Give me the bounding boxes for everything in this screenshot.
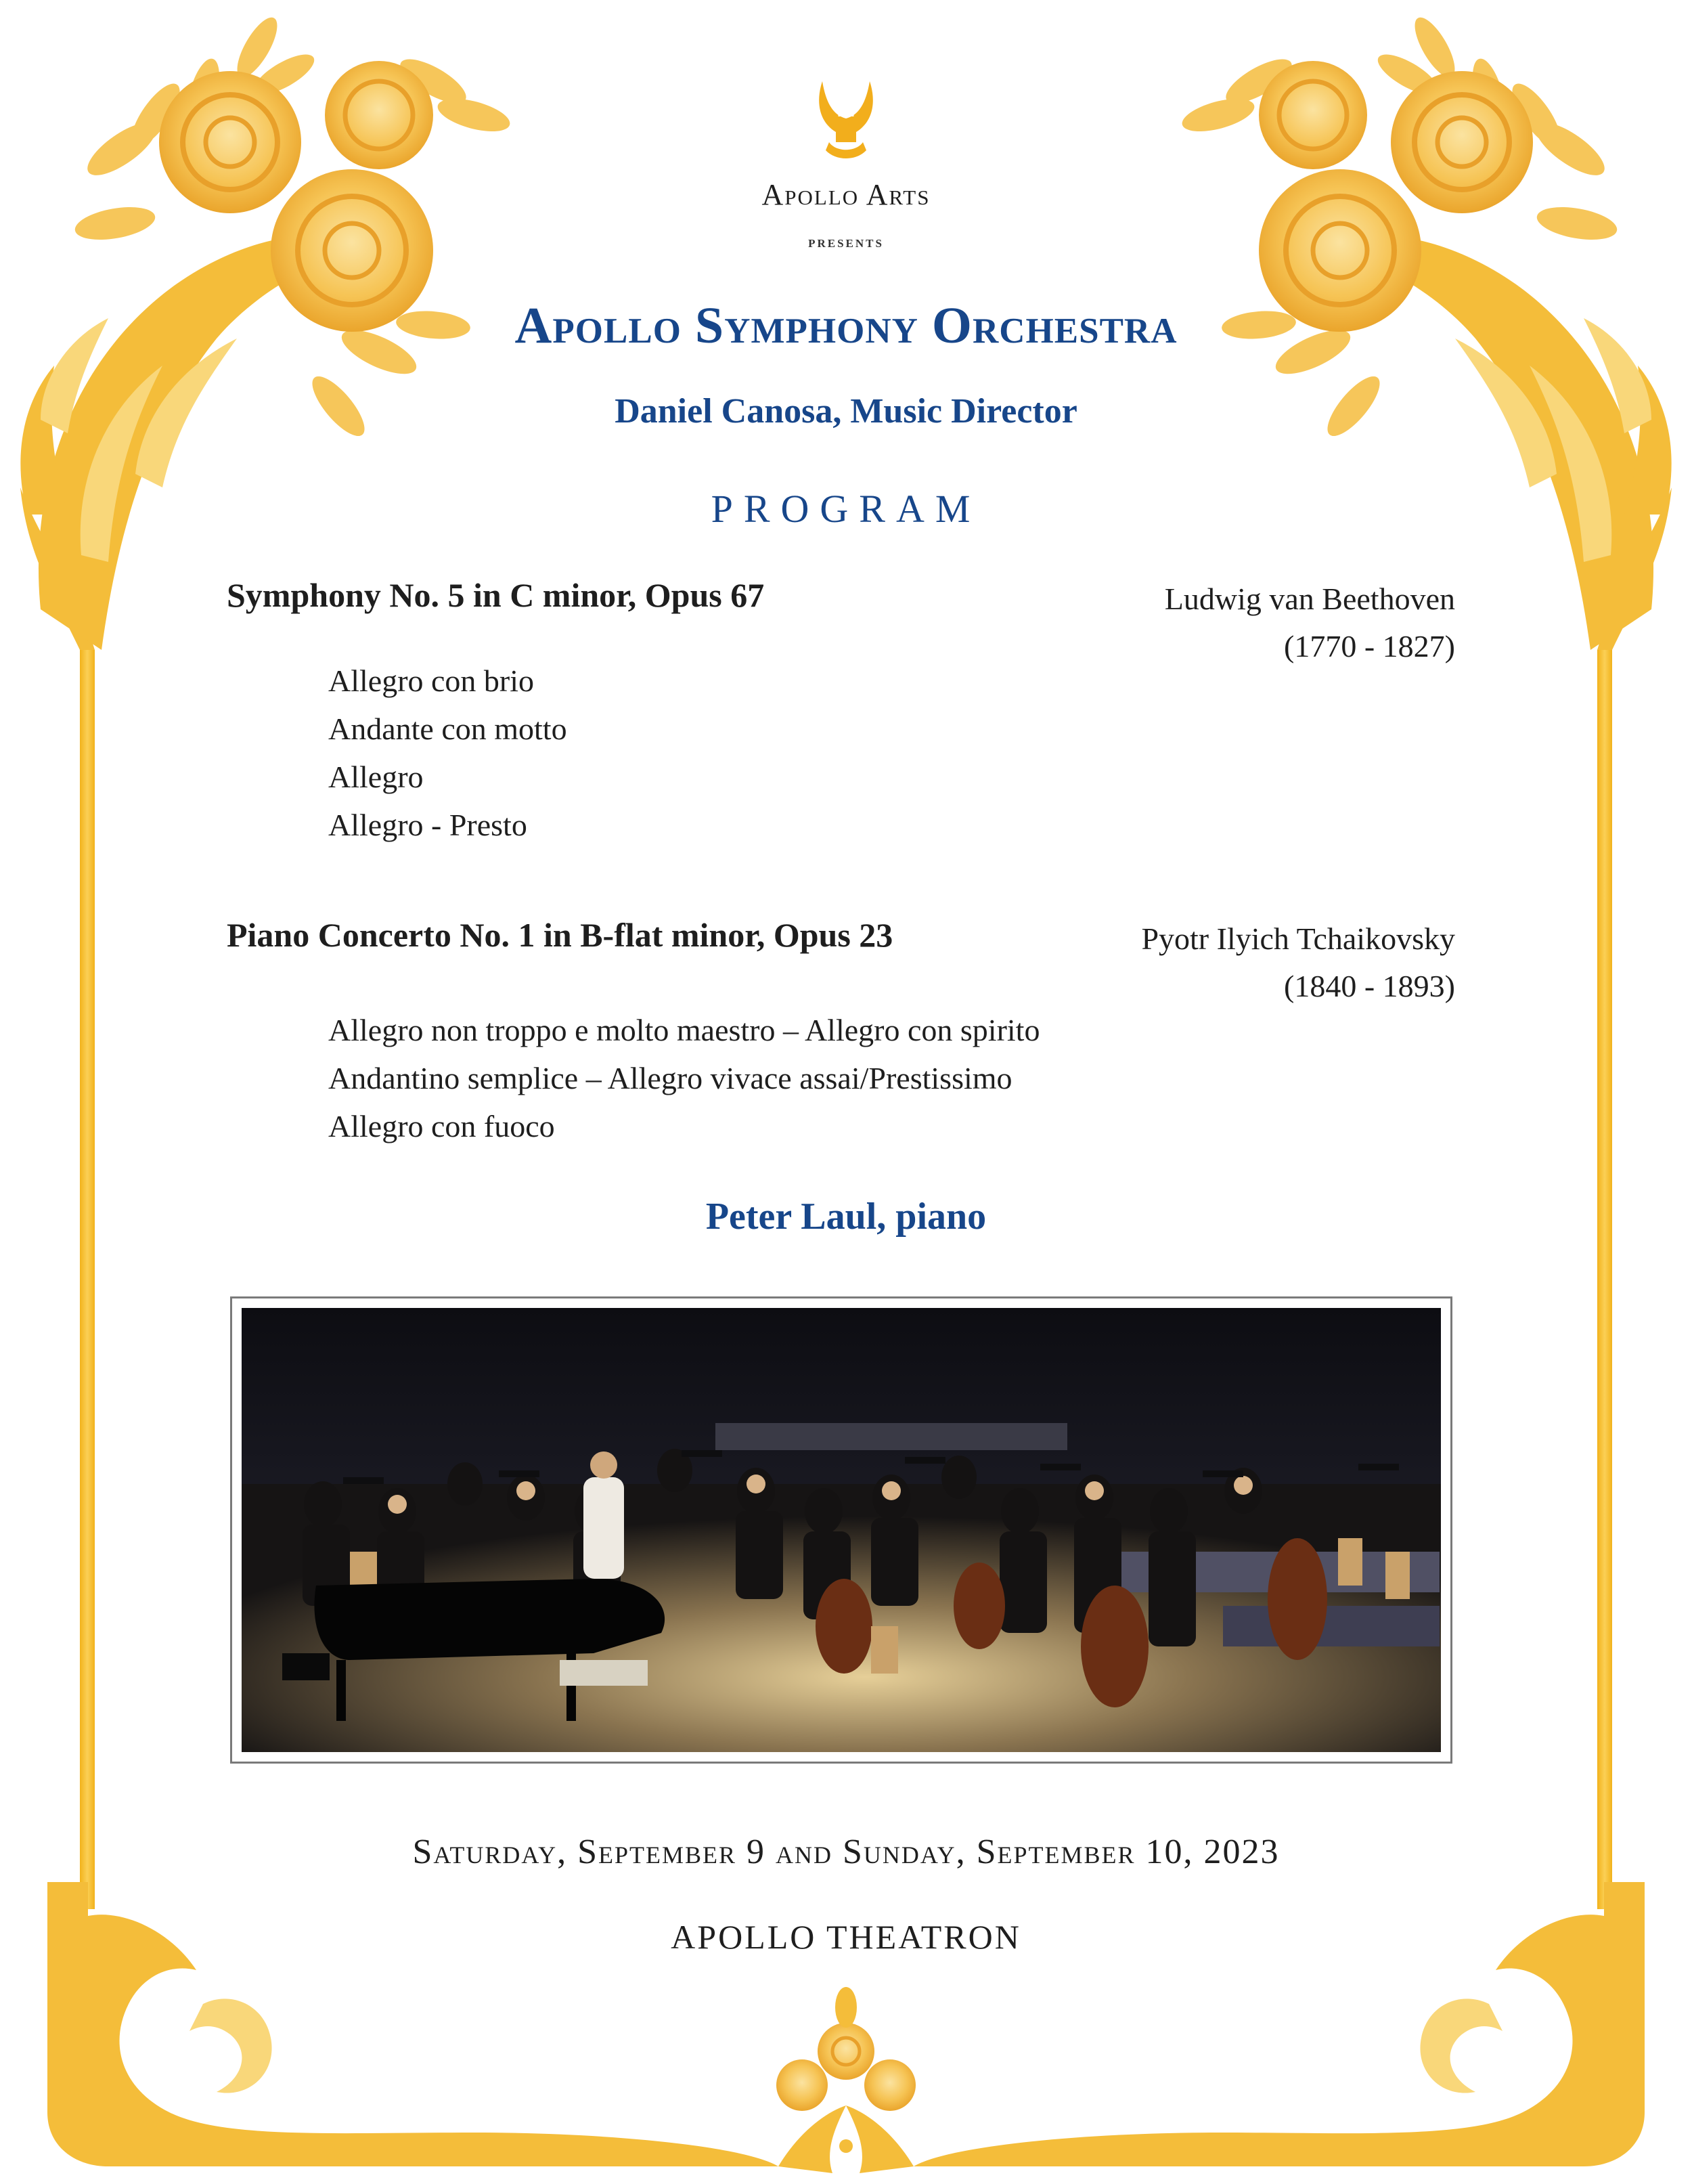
movement-item: Allegro <box>328 760 424 794</box>
movement-item: Allegro con fuoco <box>328 1109 555 1143</box>
presents-label: presents <box>808 234 884 251</box>
composer-block <box>1141 915 1455 1010</box>
movement-item: Allegro - Presto <box>328 808 527 842</box>
orchestra-title: Apollo Symphony Orchestra <box>514 297 1178 354</box>
presenter-name: Apollo Arts <box>761 178 931 211</box>
performance-dates: Saturday, September 9 and Sunday, September 10, 2023 <box>412 1833 1280 1871</box>
composer-block <box>1165 575 1455 670</box>
orchestra-photo <box>242 1308 1441 1752</box>
composer-name: Pyotr Ilyich Tchaikovsky <box>1141 921 1455 956</box>
movement-list <box>328 1006 1040 1150</box>
venue-name: APOLLO THEATRON <box>671 1918 1021 1956</box>
work-title: Piano Concerto No. 1 in B-flat minor, Opus 23 <box>227 916 893 954</box>
orchestra-photo-frame <box>230 1296 1452 1764</box>
composer-dates: (1840 - 1893) <box>1284 969 1455 1003</box>
work-title: Symphony No. 5 in C minor, Opus 67 <box>227 576 765 614</box>
program-heading: PROGRAM <box>711 487 981 531</box>
movement-item: Allegro con brio <box>328 663 535 698</box>
composer-dates: (1770 - 1827) <box>1284 629 1455 663</box>
lyre-logo-icon <box>809 74 883 162</box>
movement-item: Andante con motto <box>328 712 567 746</box>
composer-name: Ludwig van Beethoven <box>1164 582 1455 616</box>
movement-item: Allegro non troppo e molto maestro – Allegro con spirito <box>328 1013 1040 1047</box>
movement-list <box>328 657 567 849</box>
music-director: Daniel Canosa, Music Director <box>615 392 1077 431</box>
soloist: Peter Laul, piano <box>705 1196 987 1238</box>
movement-item: Andantino semplice – Allegro vivace assai/Prestissimo <box>328 1061 1012 1095</box>
bottom-center-roses <box>776 1987 916 2153</box>
